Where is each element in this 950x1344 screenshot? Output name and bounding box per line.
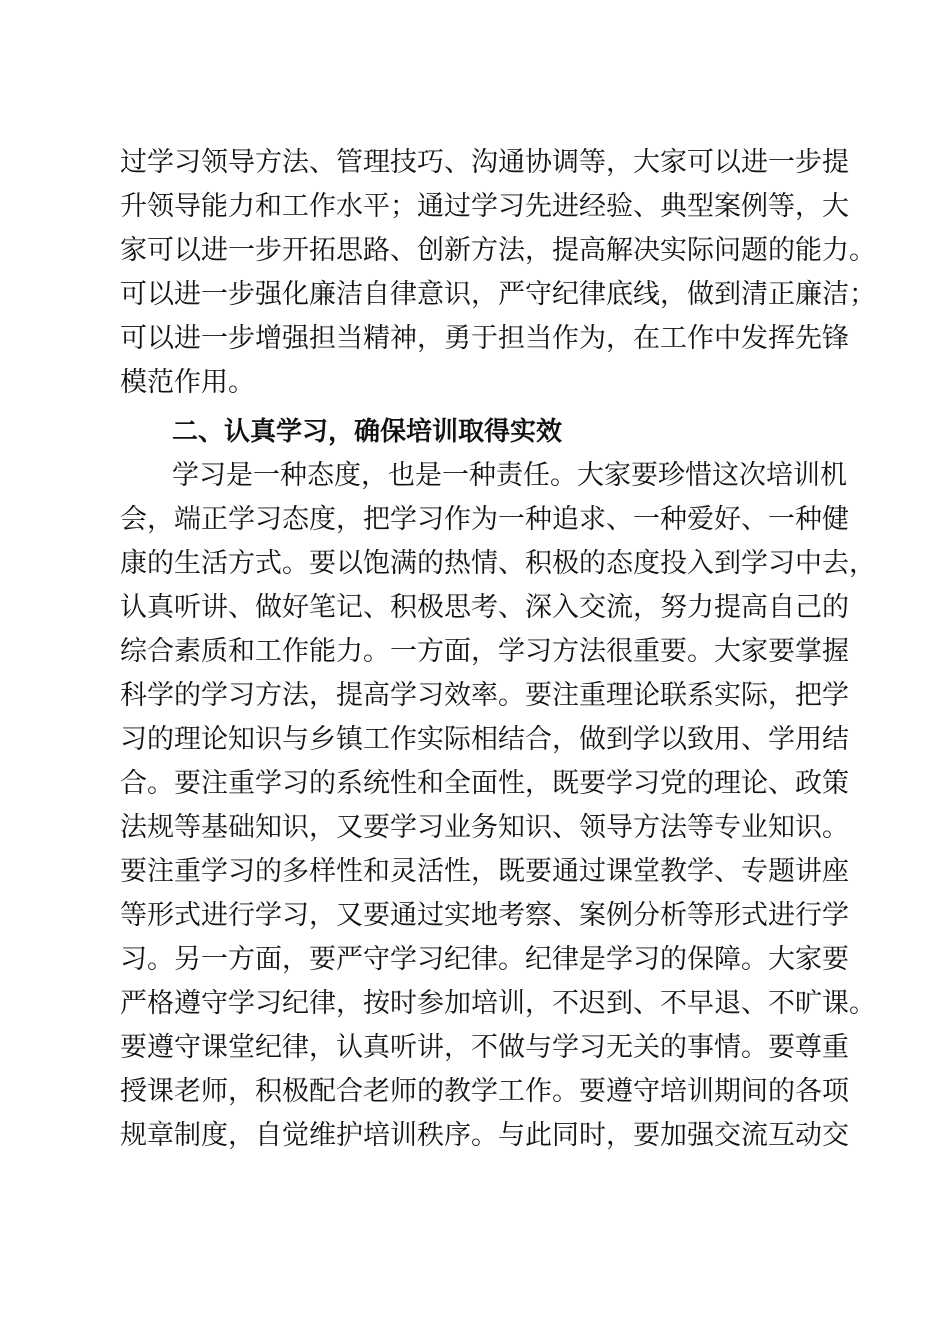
body-text-line: 会，端正学习态度，把学习作为一种追求、一种爱好、一种健 xyxy=(120,504,849,535)
body-text-line: 法规等基础知识，又要学习业务知识、领导方法等专业知识。 xyxy=(120,812,849,843)
body-text-line: 认真听讲、做好笔记、积极思考、深入交流，努力提高自己的 xyxy=(120,592,849,623)
body-text-line: 要遵守课堂纪律，认真听讲，不做与学习无关的事情。要尊重 xyxy=(120,1032,849,1063)
body-text-line: 家可以进一步开拓思路、创新方法，提高解决实际问题的能力。 xyxy=(120,235,876,266)
body-text-line: 等形式进行学习，又要通过实地考察、案例分析等形式进行学 xyxy=(120,900,849,931)
body-text-line: 康的生活方式。要以饱满的热情、积极的态度投入到学习中去， xyxy=(120,548,876,579)
body-text-line: 科学的学习方法，提高学习效率。要注重理论联系实际，把学 xyxy=(120,680,849,711)
body-text-line: 严格遵守学习纪律，按时参加培训，不迟到、不早退、不旷课。 xyxy=(120,988,876,1019)
body-text-line: 过学习领导方法、管理技巧、沟通协调等，大家可以进一步提 xyxy=(120,147,849,178)
body-text-line: 综合素质和工作能力。一方面，学习方法很重要。大家要掌握 xyxy=(120,636,849,667)
body-text-line: 学习是一种态度，也是一种责任。大家要珍惜这次培训机 xyxy=(172,460,847,491)
body-text-line: 要注重学习的多样性和灵活性，既要通过课堂教学、专题讲座 xyxy=(120,856,849,887)
body-text-line: 模范作用。 xyxy=(120,367,255,398)
body-text-line: 规章制度，自觉维护培训秩序。与此同时，要加强交流互动交 xyxy=(120,1120,849,1151)
body-text-line: 合。要注重学习的系统性和全面性，既要学习党的理论、政策 xyxy=(120,768,849,799)
body-text-line: 可以进一步增强担当精神，勇于担当作为，在工作中发挥先锋 xyxy=(120,323,849,354)
body-text-line: 授课老师，积极配合老师的教学工作。要遵守培训期间的各项 xyxy=(120,1076,849,1107)
body-text-line: 升领导能力和工作水平；通过学习先进经验、典型案例等，大 xyxy=(120,191,849,222)
body-text-line: 可以进一步强化廉洁自律意识，严守纪律底线，做到清正廉洁； xyxy=(120,279,876,310)
body-text-line: 习的理论知识与乡镇工作实际相结合，做到学以致用、学用结 xyxy=(120,724,849,755)
body-text-line: 习。另一方面，要严守学习纪律。纪律是学习的保障。大家要 xyxy=(120,944,849,975)
section-heading: 二、认真学习，确保培训取得实效 xyxy=(172,417,563,447)
